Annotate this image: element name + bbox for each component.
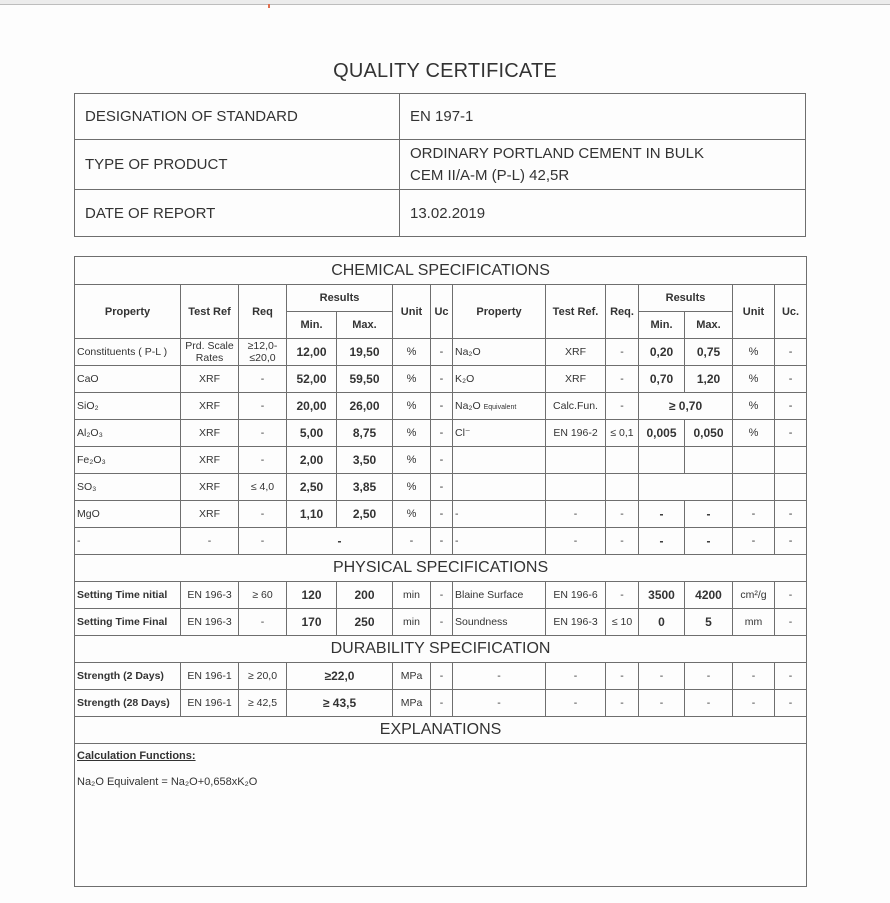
- cell-uc-right: -: [775, 420, 807, 447]
- col-uc: Uc: [431, 285, 453, 339]
- chemical-rows: [75, 339, 807, 555]
- section-chemical: [75, 257, 807, 285]
- cell-max: 59,50: [337, 366, 393, 393]
- property-name: Na₂O: [455, 400, 481, 412]
- cell-min: 20,00: [287, 393, 337, 420]
- header-label: DESIGNATION OF STANDARD: [75, 94, 400, 140]
- cell-unit-right: %: [733, 366, 775, 393]
- specifications-table: [74, 256, 807, 887]
- cell-unit: -: [393, 528, 431, 555]
- cell-property: SiO₂: [75, 393, 181, 420]
- cell-uc-right: -: [775, 501, 807, 528]
- property-subscript: Equivalent: [483, 404, 517, 411]
- cell-min: -: [287, 528, 393, 555]
- calculation-functions-heading: Calculation Functions:: [77, 750, 196, 762]
- cell-min-right: ≥ 0,70: [639, 393, 733, 420]
- header-value: EN 197-1: [400, 94, 806, 140]
- cell-test-ref-right: Calc.Fun.: [546, 393, 606, 420]
- cell-unit: min: [393, 609, 431, 636]
- cell-uc: -: [431, 447, 453, 474]
- cell-unit: %: [393, 339, 431, 366]
- cell-unit: %: [393, 393, 431, 420]
- cell-max-right: -: [685, 528, 733, 555]
- cell-req-right: [606, 447, 639, 474]
- col-max-right: Max.: [685, 312, 733, 339]
- cell-unit: %: [393, 420, 431, 447]
- cell-req: ≥12,0-≤20,0: [239, 339, 287, 366]
- certificate-header-table: [74, 93, 806, 237]
- cell-test-ref: EN 196-3: [181, 582, 239, 609]
- cell-max-right: 0,050: [685, 420, 733, 447]
- cell-uc: -: [431, 474, 453, 501]
- cell-unit-right: -: [733, 501, 775, 528]
- explanations-cell: [75, 744, 807, 887]
- cursor-marker: [268, 4, 270, 8]
- cell-req-right: [606, 474, 639, 501]
- cell-max-right: -: [685, 663, 733, 690]
- cell-uc-right: -: [775, 663, 807, 690]
- cell-property: Setting Time nitial: [75, 582, 181, 609]
- cell-test-ref-right: -: [546, 501, 606, 528]
- header-label: TYPE OF PRODUCT: [75, 140, 400, 190]
- chemical-row: [75, 474, 807, 501]
- section-explanations: [75, 717, 807, 744]
- cell-unit-right: -: [733, 690, 775, 717]
- cell-unit: %: [393, 474, 431, 501]
- cell-min: 1,10: [287, 501, 337, 528]
- cell-test-ref-right: -: [546, 663, 606, 690]
- explanations-body: [75, 744, 807, 887]
- cell-property: CaO: [75, 366, 181, 393]
- cell-property: Strength (2 Days): [75, 663, 181, 690]
- cell-max: 3,85: [337, 474, 393, 501]
- cell-uc-right: -: [775, 690, 807, 717]
- document-title: QUALITY CERTIFICATE: [333, 60, 557, 82]
- section-physical: [75, 555, 807, 582]
- cell-property-right: Na₂O: [453, 339, 546, 366]
- cell-unit: min: [393, 582, 431, 609]
- col-property-right: Property: [453, 285, 546, 339]
- durability-row: [75, 663, 807, 690]
- cell-uc-right: -: [775, 609, 807, 636]
- chemical-row: [75, 447, 807, 474]
- chemical-row: [75, 393, 807, 420]
- cell-uc: -: [431, 690, 453, 717]
- cell-unit-right: -: [733, 528, 775, 555]
- cell-max: 19,50: [337, 339, 393, 366]
- cell-property-right: -: [453, 690, 546, 717]
- cell-req-right: -: [606, 663, 639, 690]
- cell-min-right: 0,20: [639, 339, 685, 366]
- cell-uc: -: [431, 393, 453, 420]
- cell-property-right: Blaine Surface: [453, 582, 546, 609]
- cell-max-right: 5: [685, 609, 733, 636]
- cell-min-right: 0,005: [639, 420, 685, 447]
- cell-min: 52,00: [287, 366, 337, 393]
- cell-unit: %: [393, 366, 431, 393]
- cell-property: -: [75, 528, 181, 555]
- chemical-row: [75, 339, 807, 366]
- cell-test-ref: -: [181, 528, 239, 555]
- durability-rows: [75, 663, 807, 717]
- col-test-ref: Test Ref: [181, 285, 239, 339]
- cell-min: 5,00: [287, 420, 337, 447]
- cell-min-right: 3500: [639, 582, 685, 609]
- cell-uc-right: -: [775, 339, 807, 366]
- cell-uc-right: [775, 447, 807, 474]
- cell-unit-right: %: [733, 339, 775, 366]
- cell-max: 200: [337, 582, 393, 609]
- cell-uc-right: -: [775, 366, 807, 393]
- cell-uc-right: -: [775, 582, 807, 609]
- cell-min-right: -: [639, 690, 685, 717]
- cell-unit-right: [733, 447, 775, 474]
- header-row-date: [75, 190, 806, 237]
- durability-row: [75, 690, 807, 717]
- cell-unit-right: %: [733, 393, 775, 420]
- cell-min: 12,00: [287, 339, 337, 366]
- cell-property: MgO: [75, 501, 181, 528]
- col-max: Max.: [337, 312, 393, 339]
- cell-test-ref-right: XRF: [546, 339, 606, 366]
- header-label: DATE OF REPORT: [75, 190, 400, 237]
- header-row-standard: [75, 94, 806, 140]
- cell-unit: %: [393, 501, 431, 528]
- cell-min: 120: [287, 582, 337, 609]
- cell-req-right: -: [606, 528, 639, 555]
- cell-uc: -: [431, 501, 453, 528]
- cell-req: ≥ 42,5: [239, 690, 287, 717]
- section-title: PHYSICAL SPECIFICATIONS: [75, 555, 807, 582]
- cell-req: -: [239, 447, 287, 474]
- cell-test-ref: XRF: [181, 393, 239, 420]
- column-header-row: [75, 285, 807, 312]
- cell-property-right: [453, 474, 546, 501]
- cell-test-ref-right: -: [546, 690, 606, 717]
- cell-req-right: -: [606, 366, 639, 393]
- cell-uc: -: [431, 339, 453, 366]
- col-property: Property: [75, 285, 181, 339]
- cell-req: ≤ 4,0: [239, 474, 287, 501]
- cell-max-right: 4200: [685, 582, 733, 609]
- cell-max-right: 1,20: [685, 366, 733, 393]
- section-durability: [75, 636, 807, 663]
- cell-property-right: -: [453, 663, 546, 690]
- cell-uc-right: [775, 474, 807, 501]
- cell-max: 26,00: [337, 393, 393, 420]
- cell-uc: -: [431, 420, 453, 447]
- cell-max: 2,50: [337, 501, 393, 528]
- cell-test-ref: XRF: [181, 501, 239, 528]
- cell-req: ≥ 60: [239, 582, 287, 609]
- cell-test-ref-right: [546, 474, 606, 501]
- cell-min-right: -: [639, 663, 685, 690]
- header-row-product: [75, 140, 806, 190]
- col-req-right: Req.: [606, 285, 639, 339]
- cell-max: 3,50: [337, 447, 393, 474]
- header-value: 13.02.2019: [400, 190, 806, 237]
- cell-uc: -: [431, 663, 453, 690]
- cell-test-ref-right: EN 196-2: [546, 420, 606, 447]
- physical-rows: [75, 582, 807, 636]
- chemical-row: [75, 420, 807, 447]
- cell-property-right: -: [453, 501, 546, 528]
- section-title: CHEMICAL SPECIFICATIONS: [75, 257, 807, 285]
- cell-test-ref-right: -: [546, 528, 606, 555]
- header-value: [400, 140, 806, 190]
- cell-property-right: [453, 447, 546, 474]
- cell-unit-right: -: [733, 663, 775, 690]
- col-req: Req: [239, 285, 287, 339]
- cell-max-right: -: [685, 690, 733, 717]
- cell-min-right: 0: [639, 609, 685, 636]
- cell-min: 170: [287, 609, 337, 636]
- cell-min-right: [639, 447, 685, 474]
- col-unit-right: Unit: [733, 285, 775, 339]
- cell-req: ≥ 20,0: [239, 663, 287, 690]
- cell-uc-right: -: [775, 393, 807, 420]
- col-unit: Unit: [393, 285, 431, 339]
- section-title: EXPLANATIONS: [75, 717, 807, 744]
- chemical-row: [75, 366, 807, 393]
- cell-req: -: [239, 528, 287, 555]
- cell-req: -: [239, 501, 287, 528]
- col-uc-right: Uc.: [775, 285, 807, 339]
- cell-result: ≥22,0: [287, 663, 393, 690]
- cell-req-right: -: [606, 582, 639, 609]
- cell-test-ref-right: EN 196-3: [546, 609, 606, 636]
- product-line-2: CEM II/A-M (P-L) 42,5R: [410, 166, 570, 184]
- cell-max-right: 0,75: [685, 339, 733, 366]
- col-results-right: Results: [639, 285, 733, 312]
- cell-max-right: [685, 447, 733, 474]
- cell-min-right: -: [639, 501, 685, 528]
- cell-min-right: 0,70: [639, 366, 685, 393]
- cell-property: Al₂O₃: [75, 420, 181, 447]
- cell-test-ref: XRF: [181, 366, 239, 393]
- col-min-right: Min.: [639, 312, 685, 339]
- cell-uc: -: [431, 366, 453, 393]
- cell-property-right: K₂O: [453, 366, 546, 393]
- cell-property: SO₃: [75, 474, 181, 501]
- cell-req-right: ≤ 0,1: [606, 420, 639, 447]
- cell-req-right: -: [606, 501, 639, 528]
- cell-test-ref-right: EN 196-6: [546, 582, 606, 609]
- section-title: DURABILITY SPECIFICATION: [75, 636, 807, 663]
- cell-req: -: [239, 393, 287, 420]
- cell-unit: %: [393, 447, 431, 474]
- cell-unit-right: mm: [733, 609, 775, 636]
- chemical-row: [75, 501, 807, 528]
- physical-row: [75, 582, 807, 609]
- cell-req-right: -: [606, 339, 639, 366]
- chemical-row: [75, 528, 807, 555]
- col-results: Results: [287, 285, 393, 312]
- cell-unit: MPa: [393, 690, 431, 717]
- cell-property-right: Cl⁻: [453, 420, 546, 447]
- cell-req-right: ≤ 10: [606, 609, 639, 636]
- cell-uc: -: [431, 609, 453, 636]
- cell-uc-right: -: [775, 528, 807, 555]
- cell-req: -: [239, 366, 287, 393]
- cell-test-ref: EN 196-1: [181, 690, 239, 717]
- col-test-ref-right: Test Ref.: [546, 285, 606, 339]
- cell-test-ref: XRF: [181, 420, 239, 447]
- cell-test-ref-right: [546, 447, 606, 474]
- cell-max-right: -: [685, 501, 733, 528]
- cell-unit: MPa: [393, 663, 431, 690]
- cell-req-right: -: [606, 393, 639, 420]
- physical-row: [75, 609, 807, 636]
- cell-test-ref: EN 196-1: [181, 663, 239, 690]
- cell-property: Strength (28 Days): [75, 690, 181, 717]
- product-line-1: ORDINARY PORTLAND CEMENT IN BULK: [410, 144, 704, 162]
- cell-property-right: -: [453, 528, 546, 555]
- cell-property: Setting Time Final: [75, 609, 181, 636]
- cell-property-right: Soundness: [453, 609, 546, 636]
- cell-min: 2,50: [287, 474, 337, 501]
- cell-unit-right: %: [733, 420, 775, 447]
- viewer-toolbar-edge: [0, 0, 890, 5]
- cell-test-ref: Prd. Scale Rates: [181, 339, 239, 366]
- cell-min-right: [639, 474, 733, 501]
- col-min: Min.: [287, 312, 337, 339]
- cell-req: -: [239, 420, 287, 447]
- cell-result: ≥ 43,5: [287, 690, 393, 717]
- cell-property: Constituents ( P-L ): [75, 339, 181, 366]
- cell-test-ref: EN 196-3: [181, 609, 239, 636]
- cell-max: 250: [337, 609, 393, 636]
- cell-test-ref: XRF: [181, 474, 239, 501]
- cell-req: -: [239, 609, 287, 636]
- cell-req-right: -: [606, 690, 639, 717]
- cell-uc: -: [431, 582, 453, 609]
- na2o-equivalent-formula: Na₂O Equivalent = Na₂O+0,658xK₂O: [77, 776, 258, 788]
- cell-uc: -: [431, 528, 453, 555]
- cell-test-ref-right: XRF: [546, 366, 606, 393]
- cell-min-right: -: [639, 528, 685, 555]
- cell-unit-right: [733, 474, 775, 501]
- cell-property: Fe₂O₃: [75, 447, 181, 474]
- cell-unit-right: cm²/g: [733, 582, 775, 609]
- cell-max: 8,75: [337, 420, 393, 447]
- cell-test-ref: XRF: [181, 447, 239, 474]
- cell-property-right: [453, 393, 546, 420]
- cell-min: 2,00: [287, 447, 337, 474]
